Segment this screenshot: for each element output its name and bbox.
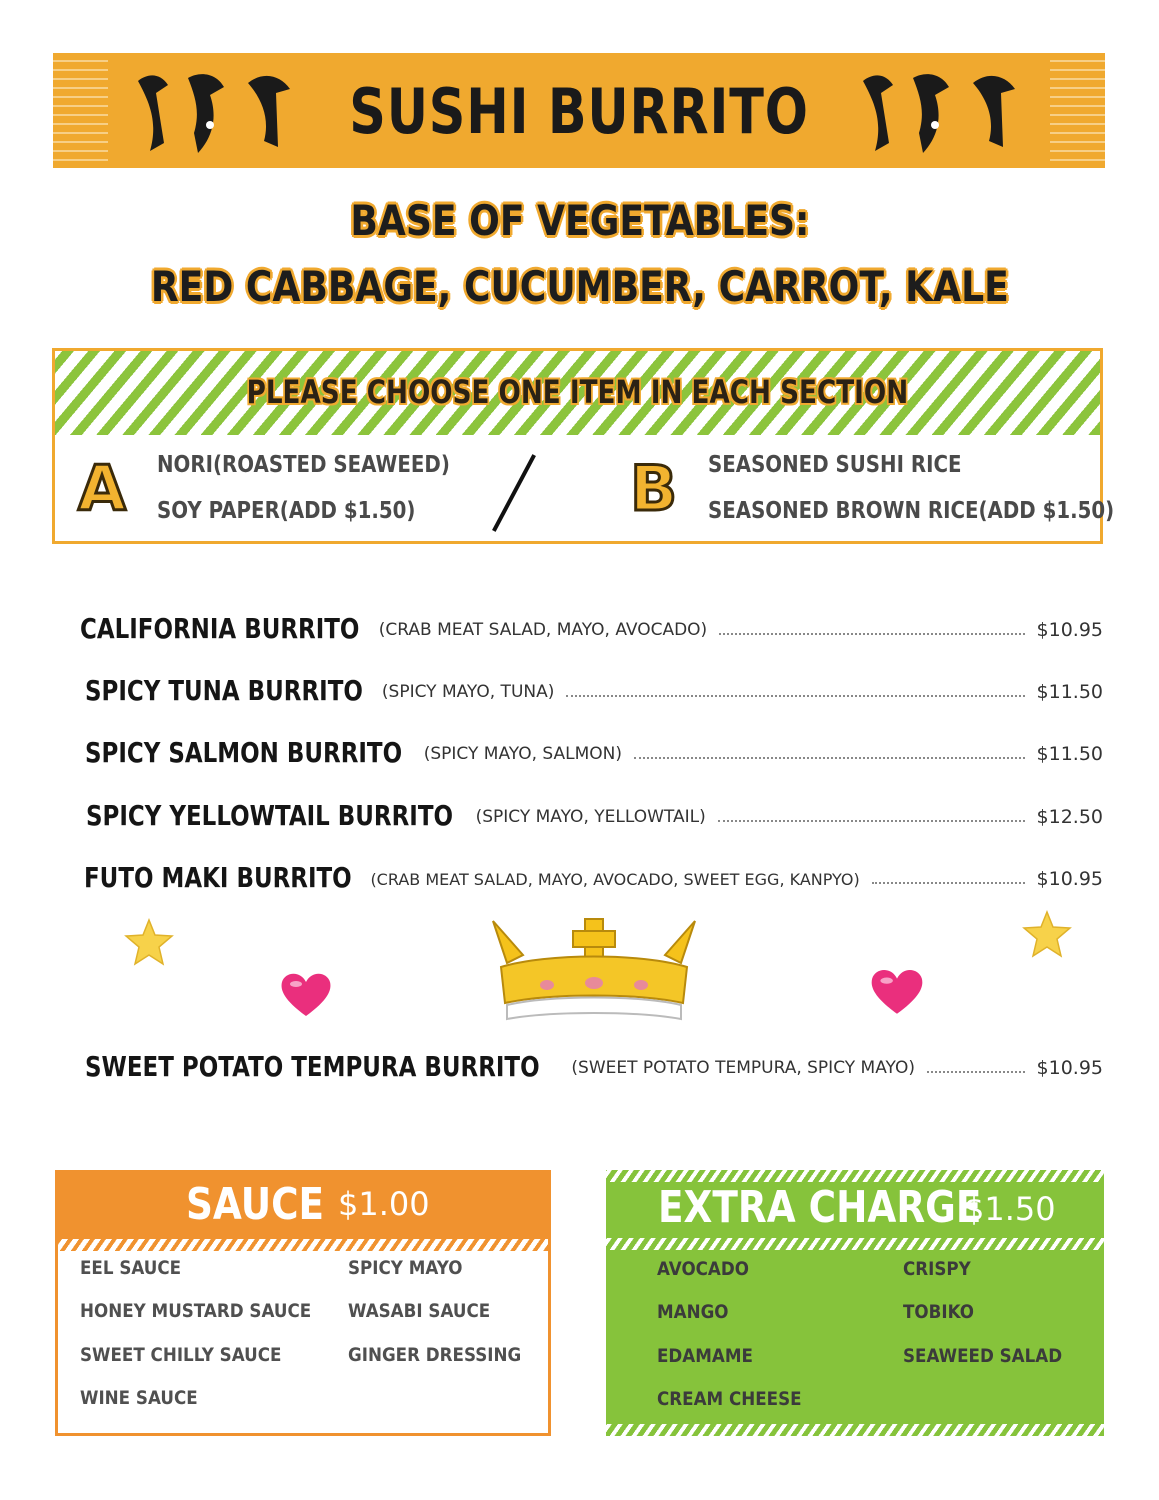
menu-item <box>84 854 1103 894</box>
crown-icon <box>487 915 701 1025</box>
menu-item-price: $10.95 <box>1036 1057 1103 1079</box>
sauce-item: WINE SAUCE <box>80 1387 198 1409</box>
extra-charge-price: $1.50 <box>964 1190 1056 1228</box>
extra-item: CRISPY <box>903 1258 971 1280</box>
menu-item-name: SPICY TUNA BURRITO <box>85 674 363 707</box>
extra-item: TOBIKO <box>903 1301 975 1323</box>
sauce-price: $1.00 <box>338 1185 430 1223</box>
heart-icon <box>278 970 334 1018</box>
leader-dots <box>634 756 1025 759</box>
base-heading-text: BASE OF VEGETABLES: <box>349 196 810 245</box>
section-a-option: SOY PAPER(ADD $1.50) <box>157 498 416 524</box>
page-title: SUSHI BURRITO <box>349 75 809 148</box>
leader-dots <box>927 1070 1025 1073</box>
menu-item-name: SPICY YELLOWTAIL BURRITO <box>86 799 454 832</box>
leader-dots <box>718 819 1025 822</box>
menu-item-price: $11.50 <box>1036 681 1103 703</box>
menu-item-price: $11.50 <box>1036 743 1103 765</box>
menu-item-price: $10.95 <box>1036 619 1103 641</box>
menu-item-description: (SPICY MAYO, TUNA) <box>381 682 555 702</box>
star-icon <box>1022 910 1072 958</box>
heart-icon <box>868 966 926 1016</box>
zigzag-divider <box>58 1239 548 1251</box>
zigzag-edge <box>606 1424 1104 1436</box>
extra-charge-panel <box>606 1170 1104 1436</box>
base-vegetables <box>0 262 1159 311</box>
section-b-letter: B <box>630 452 678 525</box>
menu-item-description: (SWEET POTATO TEMPURA, SPICY MAYO) <box>571 1058 915 1078</box>
sauce-item: GINGER DRESSING <box>348 1344 522 1366</box>
base-heading <box>0 196 1159 245</box>
base-vegetables-text: RED CABBAGE, CUCUMBER, CARROT, KALE <box>150 262 1009 311</box>
sauce-item: SWEET CHILLY SAUCE <box>80 1344 282 1366</box>
choose-title <box>55 373 1100 411</box>
menu-item-name: CALIFORNIA BURRITO <box>80 612 360 645</box>
sauce-item: WASABI SAUCE <box>348 1300 491 1322</box>
menu-item-description: (CRAB MEAT SALAD, MAYO, AVOCADO) <box>378 620 708 640</box>
menu-item-description: (SPICY MAYO, YELLOWTAIL) <box>475 807 706 827</box>
section-b-option: SEASONED SUSHI RICE <box>708 452 962 478</box>
sauce-item: SPICY MAYO <box>348 1257 463 1279</box>
sauce-panel <box>55 1170 551 1436</box>
extra-item: MANGO <box>657 1301 729 1323</box>
menu-item-price: $12.50 <box>1036 806 1103 828</box>
menu-item <box>85 729 1103 769</box>
menu-item-description: (CRAB MEAT SALAD, MAYO, AVOCADO, SWEET EGG, KANPYO) <box>370 870 860 889</box>
banner-fringe-left <box>53 53 108 168</box>
extra-item: CREAM CHEESE <box>657 1388 802 1410</box>
title-banner <box>53 53 1105 168</box>
leader-dots <box>719 632 1024 635</box>
extra-charge-title: EXTRA CHARGE <box>658 1182 982 1233</box>
menu-item <box>80 605 1103 645</box>
menu-item-name: FUTO MAKI BURRITO <box>84 861 352 894</box>
menu-item-name: SWEET POTATO TEMPURA BURRITO <box>85 1050 540 1083</box>
leader-dots <box>872 881 1025 884</box>
menu-item-name: SPICY SALMON BURRITO <box>85 736 403 769</box>
sauce-item: HONEY MUSTARD SAUCE <box>80 1300 312 1322</box>
zigzag-edge <box>606 1170 1104 1182</box>
section-b-option: SEASONED BROWN RICE(ADD $1.50) <box>708 498 1115 524</box>
extra-item: SEAWEED SALAD <box>903 1345 1063 1367</box>
sauce-item: EEL SAUCE <box>80 1257 182 1279</box>
extra-item: EDAMAME <box>657 1345 753 1367</box>
sauce-title: SAUCE <box>186 1179 325 1230</box>
zigzag-divider <box>606 1238 1104 1250</box>
banner-fringe-right <box>1050 53 1105 168</box>
menu-item <box>86 792 1103 832</box>
leader-dots <box>566 694 1024 697</box>
section-a-letter: A <box>78 452 126 525</box>
star-icon <box>124 918 174 966</box>
menu-item-price: $10.95 <box>1036 868 1103 890</box>
menu-item <box>85 667 1103 707</box>
section-a-option: NORI(ROASTED SEAWEED) <box>157 452 450 478</box>
menu-item <box>85 1043 1103 1083</box>
menu-item-description: (SPICY MAYO, SALMON) <box>423 744 623 764</box>
extra-item: AVOCADO <box>657 1258 749 1280</box>
choose-title-text: PLEASE CHOOSE ONE ITEM IN EACH SECTION <box>246 373 909 411</box>
